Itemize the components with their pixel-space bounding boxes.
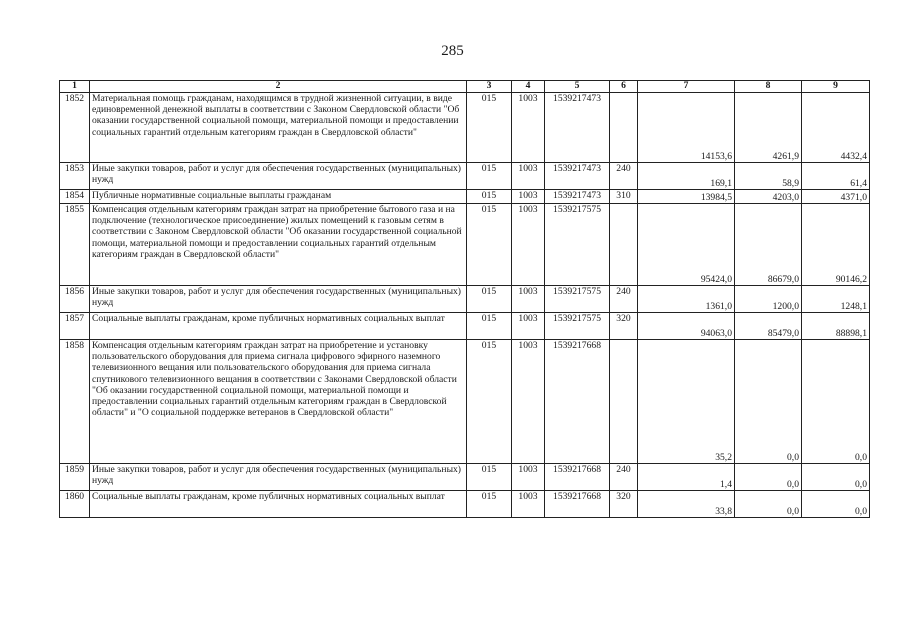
- row-description: Иные закупки товаров, работ и услуг для обеспечения государственных (муниципальных) нужд: [90, 163, 467, 190]
- amount-col-8: 58,9: [735, 163, 802, 190]
- section-code: 1003: [512, 286, 545, 313]
- row-number: 1860: [60, 491, 90, 518]
- amount-col-8: 1200,0: [735, 286, 802, 313]
- target-code: 1539217575: [545, 313, 610, 340]
- row-description: Компенсация отдельным категориям граждан затрат на приобретение бытового газа и на подключение (технологическое присоединение) жилых помещений к газовым сетям в соответствии с Законом Свердловской области "Об оказании государственной социальной помощи, материальной помощи и предоставлении социальных гарантий отдельным категориям граждан в Свердловской области": [90, 204, 467, 286]
- header-col-8: 8: [735, 81, 802, 93]
- amount-col-7: 169,1: [638, 163, 735, 190]
- amount-col-8: 0,0: [735, 464, 802, 491]
- amount-col-7: 1,4: [638, 464, 735, 491]
- expense-type-code: 240: [610, 286, 638, 313]
- target-code: 1539217668: [545, 340, 610, 464]
- amount-col-7: 13984,5: [638, 190, 735, 204]
- ministry-code: 015: [467, 491, 512, 518]
- header-col-5: 5: [545, 81, 610, 93]
- row-description: Социальные выплаты гражданам, кроме публичных нормативных социальных выплат: [90, 491, 467, 518]
- row-number: 1855: [60, 204, 90, 286]
- amount-col-9: 1248,1: [802, 286, 870, 313]
- row-description: Публичные нормативные социальные выплаты гражданам: [90, 190, 467, 204]
- row-description: Компенсация отдельным категориям граждан затрат на приобретение и установку пользовательского оборудования для приема сигнала цифрового эфирного наземного телевизионного вещания или пользовательского оборудования для приема сигнала спутникового телевизионного вещания в соответствии с Законами Свердловской области "Об оказании государственной социальной помощи, материальной помощи и предоставлении социальных гарантий отдельным категориям граждан в Свердловской области" и "О социальной поддержке ветеранов в Свердловской области": [90, 340, 467, 464]
- expense-type-code: 320: [610, 313, 638, 340]
- table-row: [60, 204, 870, 286]
- amount-col-9: 0,0: [802, 340, 870, 464]
- amount-col-7: 94063,0: [638, 313, 735, 340]
- amount-col-8: 86679,0: [735, 204, 802, 286]
- expense-type-code: [610, 93, 638, 163]
- section-code: 1003: [512, 464, 545, 491]
- target-code: 1539217575: [545, 204, 610, 286]
- header-col-9: 9: [802, 81, 870, 93]
- header-col-2: 2: [90, 81, 467, 93]
- table-row: [60, 313, 870, 340]
- row-description: Материальная помощь гражданам, находящимся в трудной жизненной ситуации, в виде единовременной денежной выплаты в соответствии с Законом Свердловской области "Об оказании государственной социальной помощи, материальной помощи и предоставлении социальных гарантий отдельным категориям граждан в Свердловской области": [90, 93, 467, 163]
- amount-col-7: 35,2: [638, 340, 735, 464]
- ministry-code: 015: [467, 204, 512, 286]
- amount-col-7: 1361,0: [638, 286, 735, 313]
- target-code: 1539217668: [545, 464, 610, 491]
- section-code: 1003: [512, 163, 545, 190]
- amount-col-7: 95424,0: [638, 204, 735, 286]
- table-row: [60, 491, 870, 518]
- table-row: [60, 286, 870, 313]
- section-code: 1003: [512, 204, 545, 286]
- section-code: 1003: [512, 190, 545, 204]
- header-col-1: 1: [60, 81, 90, 93]
- row-number: 1856: [60, 286, 90, 313]
- row-number: 1858: [60, 340, 90, 464]
- ministry-code: 015: [467, 313, 512, 340]
- table-row: [60, 190, 870, 204]
- section-code: 1003: [512, 93, 545, 163]
- row-number: 1854: [60, 190, 90, 204]
- amount-col-8: 0,0: [735, 491, 802, 518]
- amount-col-8: 4261,9: [735, 93, 802, 163]
- row-number: 1853: [60, 163, 90, 190]
- header-col-7: 7: [638, 81, 735, 93]
- section-code: 1003: [512, 491, 545, 518]
- header-col-6: 6: [610, 81, 638, 93]
- amount-col-7: 33,8: [638, 491, 735, 518]
- header-col-3: 3: [467, 81, 512, 93]
- target-code: 1539217575: [545, 286, 610, 313]
- target-code: 1539217668: [545, 491, 610, 518]
- row-number: 1852: [60, 93, 90, 163]
- table-row: [60, 464, 870, 491]
- section-code: 1003: [512, 313, 545, 340]
- amount-col-9: 0,0: [802, 491, 870, 518]
- expense-type-code: 310: [610, 190, 638, 204]
- expense-type-code: 240: [610, 163, 638, 190]
- expense-type-code: [610, 204, 638, 286]
- amount-col-9: 0,0: [802, 464, 870, 491]
- header-col-4: 4: [512, 81, 545, 93]
- row-number: 1859: [60, 464, 90, 491]
- target-code: 1539217473: [545, 190, 610, 204]
- amount-col-8: 4203,0: [735, 190, 802, 204]
- target-code: 1539217473: [545, 93, 610, 163]
- target-code: 1539217473: [545, 163, 610, 190]
- amount-col-9: 4432,4: [802, 93, 870, 163]
- row-description: Иные закупки товаров, работ и услуг для обеспечения государственных (муниципальных) нужд: [90, 286, 467, 313]
- table-row: [60, 93, 870, 163]
- amount-col-7: 14153,6: [638, 93, 735, 163]
- section-code: 1003: [512, 340, 545, 464]
- amount-col-8: 0,0: [735, 340, 802, 464]
- header-row: [60, 81, 870, 93]
- amount-col-9: 61,4: [802, 163, 870, 190]
- expense-type-code: 320: [610, 491, 638, 518]
- amount-col-8: 85479,0: [735, 313, 802, 340]
- expense-type-code: [610, 340, 638, 464]
- budget-table: [59, 80, 870, 518]
- table-row: [60, 340, 870, 464]
- ministry-code: 015: [467, 93, 512, 163]
- amount-col-9: 90146,2: [802, 204, 870, 286]
- row-description: Социальные выплаты гражданам, кроме публичных нормативных социальных выплат: [90, 313, 467, 340]
- amount-col-9: 4371,0: [802, 190, 870, 204]
- ministry-code: 015: [467, 190, 512, 204]
- row-number: 1857: [60, 313, 90, 340]
- ministry-code: 015: [467, 340, 512, 464]
- expense-type-code: 240: [610, 464, 638, 491]
- amount-col-9: 88898,1: [802, 313, 870, 340]
- ministry-code: 015: [467, 286, 512, 313]
- ministry-code: 015: [467, 464, 512, 491]
- row-description: Иные закупки товаров, работ и услуг для обеспечения государственных (муниципальных) нужд: [90, 464, 467, 491]
- page-number: 285: [441, 43, 464, 59]
- table-row: [60, 163, 870, 190]
- ministry-code: 015: [467, 163, 512, 190]
